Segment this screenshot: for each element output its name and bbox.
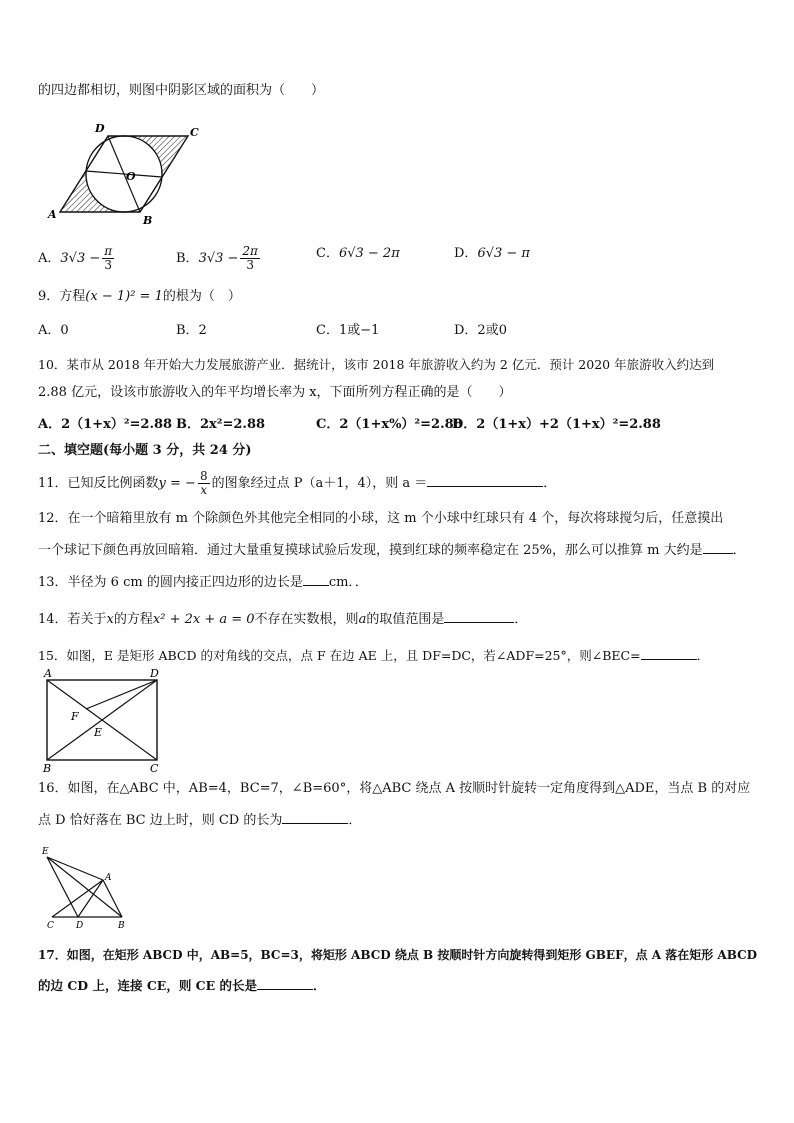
q15-question: 15．如图，E 是矩形 ABCD 的对角线的交点，点 F 在边 AE 上，且 DF=DC，若∠ADF=25°，则∠BEC= ． (38, 648, 710, 663)
q10-line1: 10．某市从 2018 年开始大力发展旅游产业．据统计，该市 2018 年旅游收入约为 2 亿元．预计 2020 年旅游收入约达到 (38, 357, 715, 372)
q9-option-b[interactable]: B．2 (176, 323, 207, 338)
q16-line2: 点 D 恰好落在 BC 边上时，则 CD 的长为 ． (38, 810, 361, 830)
q11-answer-blank[interactable] (427, 473, 543, 487)
label-A: A (48, 208, 57, 221)
label-O: O (126, 170, 136, 183)
label-E: E (42, 847, 49, 857)
q16-figure (38, 842, 138, 932)
q15-figure (38, 666, 168, 776)
q8-option-a[interactable]: A．3√3 − $\frac{\pi}{3}$ (38, 244, 113, 272)
q11-question: 11．已知反比例函数y = − $\frac{8}{x}$ 的图象经过点 P（a＋1，4），则 a ＝ ． (38, 469, 557, 497)
label-A: A (105, 873, 112, 883)
q10-option-c[interactable]: C．2（1+x%）²=2.88 (316, 417, 463, 432)
q12-answer-blank[interactable] (703, 540, 733, 554)
q14-question: 14．若关于x的方程x² + 2x + a = 0不存在实数根，则a的取值范围是 ． (38, 609, 527, 629)
q8-figure (40, 118, 200, 228)
label-E: E (94, 726, 103, 739)
q8-option-d[interactable]: D．6√3 − π (454, 246, 530, 261)
q17-line2: 的边 CD 上，连接 CE，则 CE 的长是 ． (38, 978, 326, 993)
q17-answer-blank[interactable] (257, 976, 313, 990)
q14-answer-blank[interactable] (444, 609, 514, 623)
q10-option-b[interactable]: B．2x²=2.88 (176, 417, 266, 432)
q13-answer-blank[interactable] (303, 572, 329, 586)
q9-option-d[interactable]: D．2或0 (454, 323, 507, 338)
label-F: F (71, 710, 79, 723)
q16-line1: 16．如图，在△ABC 中，AB=4，BC=7，∠B=60°，将△ABC 绕点 A 按顺时针旋转一定角度得到△ADE，当点 B 的对应 (38, 781, 751, 796)
section-heading: 二、填空题(每小题 3 分，共 24 分) (38, 443, 252, 458)
label-C: C (190, 126, 199, 139)
label-D: D (150, 667, 159, 680)
label-A: A (44, 667, 52, 680)
label-D: D (76, 921, 84, 931)
q9-option-c[interactable]: C．1或−1 (316, 323, 380, 338)
label-D: D (95, 122, 105, 135)
q15-answer-blank[interactable] (641, 646, 697, 660)
label-B: B (43, 762, 52, 775)
q10-option-d[interactable]: D．2（1+x）+2（1+x）²=2.88 (452, 417, 661, 432)
label-B: B (143, 214, 153, 227)
q10-option-a[interactable]: A．2（1+x）²=2.88 (38, 417, 173, 432)
q12-line1: 12．在一个暗箱里放有 m 个除颜色外其他完全相同的小球，这 m 个小球中红球只有 4 个，每次将球搅匀后，任意摸出 (38, 511, 724, 526)
label-C: C (150, 762, 159, 775)
label-C: C (47, 921, 54, 931)
q9-question: 9．方程(x − 1)² = 1的根为（ ） (38, 289, 241, 304)
q17-line1: 17．如图，在矩形 ABCD 中，AB=5，BC=3，将矩形 ABCD 绕点 B 按顺时针方向旋转得到矩形 GBEF，点 A 落在矩形 ABCD (38, 948, 758, 962)
q8-option-c[interactable]: C．6√3 − 2π (316, 246, 400, 261)
label-B: B (118, 921, 125, 931)
q8-text-tail: 的四边都相切，则图中阴影区域的面积为（ ） (38, 83, 325, 98)
q13-question: 13．半径为 6 cm 的圆内接正四边形的边长是 cm．． (38, 572, 368, 592)
q16-answer-blank[interactable] (282, 810, 348, 824)
q12-line2: 一个球记下颜色再放回暗箱．通过大量重复摸球试验后发现，摸到红球的频率稳定在 25%，那么可以推算 m 大约是 ． (38, 540, 746, 560)
q10-line2: 2.88 亿元，设该市旅游收入的年平均增长率为 x，下面所列方程正确的是（ ） (38, 385, 512, 400)
q9-option-a[interactable]: A．0 (38, 323, 69, 338)
q8-option-b[interactable]: B．3√3 − $\frac{2\pi}{3}$ (176, 244, 258, 272)
